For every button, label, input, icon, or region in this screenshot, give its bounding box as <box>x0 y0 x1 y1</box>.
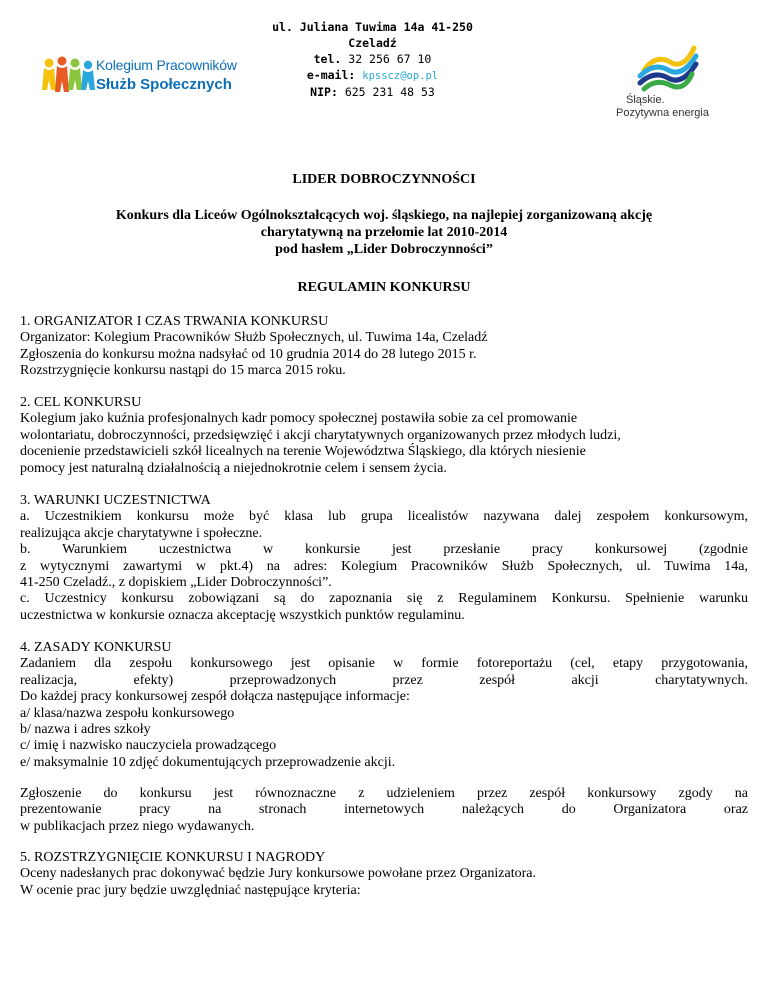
people-icon <box>40 50 96 102</box>
text-line: a. Uczestnikiem konkursu może być klasa lub grupa licealistów nazywana dalej zespołem konkursowym, <box>20 509 748 525</box>
subtitle-line-1: Konkurs dla Liceów Ogólnokształcących woj. śląskiego, na najlepiej zorganizowaną akcję <box>115 208 653 223</box>
text-line: Zadaniem dla zespołu konkursowego jest opisanie w formie fotoreportażu (cel, etapy przygotowania, <box>20 656 748 672</box>
waves-icon <box>610 40 720 94</box>
region-logo-line1: Śląskie. <box>626 94 665 106</box>
region-logo-line2: Pozytywna energia <box>616 107 709 119</box>
text-line: uczestnictwa w konkursie oznacza akceptację wszystkich punktów regulaminu. <box>20 607 465 623</box>
section-5 <box>20 850 748 899</box>
text-line: realizująca akcje charytatywne i społeczne. <box>20 525 263 541</box>
text-line: prezentowanie pracy na stronach internetowych należących do Organizatora oraz <box>20 802 748 818</box>
phone-value: 32 256 67 10 <box>348 52 432 66</box>
text-line: Zgłoszenie do konkursu jest równoznaczne z udzieleniem przez zespół konkursowy zgody na <box>20 786 748 801</box>
text-line: Do każdej pracy konkursowej zespół dołącza następujące informacje: <box>20 689 410 705</box>
section-heading: 2. CEL KONKURSU <box>20 395 142 410</box>
section-4-consent <box>20 786 748 835</box>
text-line: pomocy jest naturalną działalnością a niejednokrotnie celem i sensem życia. <box>20 460 447 476</box>
section-heading: 4. ZASADY KONKURSU <box>20 640 172 655</box>
text-line: 41-250 Czeladź., z dopiskiem „Lider Dobroczynności”. <box>20 575 332 591</box>
org-logo-line2: Służb Społecznych <box>96 76 232 93</box>
email-line <box>250 67 495 84</box>
section-4 <box>20 640 748 771</box>
subtitle-line-2: charytatywną na przełomie lat 2010-2014 <box>260 225 508 240</box>
text-line: w publikacjach przez niego wydawanych. <box>20 818 255 834</box>
list-item: a/ klasa/nazwa zespołu konkursowego <box>20 705 235 721</box>
text-line: W ocenie prac jury będzie uwzględniać następujące kryteria: <box>20 882 361 898</box>
subtitle-line-3: pod hasłem „Lider Dobroczynności” <box>275 242 493 257</box>
text-line: wolontariatu, dobroczynności, przedsięwzięć i akcji charytatywnych organizowanych przez młodych ludzi, <box>20 427 621 443</box>
text-line: c. Uczestnicy konkursu zobowiązani są do zapoznania się z Regulaminem Konkursu. Spełnienie warunku <box>20 591 748 607</box>
region-logo <box>610 40 720 122</box>
org-logo-line1: Kolegium Pracowników <box>96 57 237 73</box>
phone-label: tel. <box>313 52 342 66</box>
list-item: b/ nazwa i adres szkoły <box>20 722 151 738</box>
document-title: LIDER DOBROCZYNNOŚCI <box>292 172 476 187</box>
email-link[interactable]: kpsscz@op.pl <box>362 70 439 82</box>
nip-value: 625 231 48 53 <box>344 85 435 99</box>
text-line: Oceny nadesłanych prac dokonywać będzie Jury konkursowe powołane przez Organizatora. <box>20 866 536 882</box>
text-line: Organizator: Kolegium Pracowników Służb Społecznych, ul. Tuwima 14a, Czeladź <box>20 330 488 346</box>
text-line: Kolegium jako kuźnia profesjonalnych kadr pomocy społecznej postawiła sobie za cel promowanie <box>20 411 578 427</box>
org-logo <box>40 50 240 102</box>
list-item: e/ maksymalnie 10 zdjęć dokumentujących przeprowadzenie akcji. <box>20 754 396 770</box>
text-line: docenienie przedstawicieli szkół licealnych na terenie Województwa Śląskiego, dla których niesienie <box>20 444 586 460</box>
section-heading: 5. ROZSTRZYGNIĘCIE KONKURSU I NAGRODY <box>20 850 326 865</box>
text-line: Zgłoszenia do konkursu można nadsyłać od 10 grudnia 2014 do 28 lutego 2015 r. <box>20 346 477 362</box>
text-line: realizacja, efekty) przeprowadzonych przez zespół akcji charytatywnych. <box>20 672 748 688</box>
section-heading: 3. WARUNKI UCZESTNICTWA <box>20 493 211 508</box>
regulamin-title: REGULAMIN KONKURSU <box>297 280 471 295</box>
section-2 <box>20 395 748 477</box>
phone-line <box>250 51 495 67</box>
section-heading: 1. ORGANIZATOR I CZAS TRWANIA KONKURSU <box>20 314 329 329</box>
list-item: c/ imię i nazwisko nauczyciela prowadzącego <box>20 738 277 754</box>
section-3 <box>20 493 748 624</box>
text-line: Rozstrzygnięcie konkursu nastąpi do 15 marca 2015 roku. <box>20 363 346 379</box>
nip-label: NIP: <box>310 85 338 99</box>
section-1 <box>20 314 748 380</box>
text-line: z wytycznymi zawartymi w pkt.4) na adres: Kolegium Pracowników Służb Społecznych, ul. Tuwima 14a, <box>20 558 748 574</box>
contact-block <box>250 19 495 100</box>
address: ul. Juliana Tuwima 14a 41-250 Czeladź <box>272 20 473 50</box>
text-line: b. Warunkiem uczestnictwa w konkursie jest przesłanie pracy konkursowej (zgodnie <box>20 542 748 558</box>
email-label: e-mail: <box>306 68 356 82</box>
nip-line <box>250 84 495 100</box>
